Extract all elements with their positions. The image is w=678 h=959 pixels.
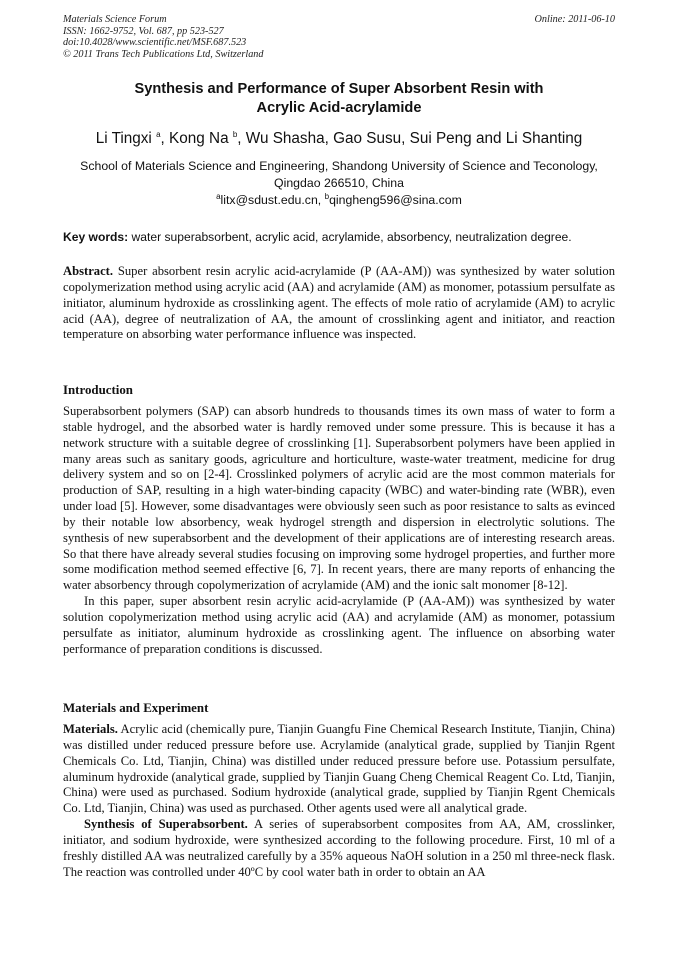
affiliation-line-1: School of Materials Science and Engineering, Shandong University of Science and Teconology, — [80, 159, 598, 173]
materials-text: Acrylic acid (chemically pure, Tianjin Guangfu Fine Chemical Research Institute, Tianjin, China) was distilled under reduced pressure before use. Acrylamide (analytical grade, supplied by Tianjin Rgent Chemicals Co. Ltd, Tianjin, China) was distilled under reduced pressure before use. Potassium persulfate, aluminum hydroxide (analytical grade, supplied by Tianjin Guang Cheng Chemical Reagent Co. Ltd, Tianjin, China) were used as purchased. Sodium hydroxide (analytical grade, supplied by Tianjin Rgent Chemicals Co. Ltd, Tianjin, China) was used as purchased. Other agents used were all analytical grade. — [63, 722, 615, 816]
email-b: qingheng596@sina.com — [329, 193, 462, 207]
author-1-sup: a — [156, 129, 161, 139]
materials-paragraph — [63, 722, 615, 817]
introduction-paragraph-2: In this paper, super absorbent resin acrylic acid-acrylamide (P (AA-AM)) was synthesized by water solution copolymerization method using acrylic acid (AA) and acrylamide (AM) as monomer, potassium persulfate as initiator, aluminum hydroxide as crosslinking agent. The influence on absorbing water performance of preparation conditions is discussed. — [63, 594, 615, 656]
affiliation — [40, 158, 638, 192]
materials-heading: Materials and Experiment — [63, 701, 209, 715]
paper-title — [40, 80, 638, 118]
author-emails — [40, 192, 638, 208]
abstract-label: Abstract. — [63, 264, 114, 278]
author-1-name: Li Tingxi — [95, 130, 152, 147]
journal-header — [63, 14, 615, 60]
synthesis-paragraph — [63, 817, 615, 880]
author-2-sup: b — [232, 129, 238, 139]
materials-label: Materials. — [63, 722, 118, 736]
issn-line: ISSN: 1662-9752, Vol. 687, pp 523-527 — [63, 25, 224, 37]
author-list — [40, 129, 638, 148]
synthesis-text: A series of superabsorbent composites from AA, AM, crosslinker, initiator, and sodium hydroxide, were synthesized according to the following procedure. First, 10 ml of a freshly distilled AA was neutralized carefully by a 35% aqueous NaOH solution in a 250 ml three-neck flask. The reaction was controlled under 40ºC by cool water bath in order to obtain an AA — [63, 817, 615, 879]
keywords — [63, 229, 615, 245]
doi-line: doi:10.4028/www.scientific.net/MSF.687.523 — [63, 37, 247, 48]
author-2-name: , Kong Na — [160, 130, 229, 147]
copyright-line: © 2011 Trans Tech Publications Ltd, Switzerland — [63, 48, 264, 60]
online-date: Online: 2011-06-10 — [534, 14, 615, 25]
email-a: litx@sdust.edu.cn, — [220, 193, 325, 207]
introduction-paragraph-1: Superabsorbent polymers (SAP) can absorb hundreds to thousands times its own mass of water to form a stable hydrogel, and the absorbed water is hardly removed under some pressure. This is because it has a network structure with a suitable degree of crosslinking [1]. Superabsorbent polymers have been applied in many areas such as sanitary goods, agriculture and horticulture, waste-water treatment, medicine for drug delivery system and so on [2-4]. Crosslinked polymers of acrylic acid are the most common materials for production of SAP, resulting in a high water-binding capacity (WBC) and water-binding rate (WBR), even under load [5]. However, some disadvantages were obviously seen such as poor resistance to salts as evinced by their notable low absorbency, weak hydrogel strength and dispersion in electrolytic solutions. The synthesis of new superabsorbent and the development of their applications are of interesting research areas. So that there have already several studies focusing on improving some hydrogel properties, and further more some modification method seemed effective [6, 7]. In recent years, there are many reports of enhancing the water absorbency through copolymerization of acrylamide (AM) and the ionic salt monomer [8-12]. — [63, 404, 615, 593]
keywords-label: Key words: — [63, 230, 129, 244]
introduction-heading: Introduction — [63, 383, 133, 397]
materials-section — [63, 722, 615, 880]
title-line-2: Acrylic Acid-acrylamide — [256, 100, 422, 116]
journal-name: Materials Science Forum — [63, 14, 167, 25]
keywords-text: water superabsorbent, acrylic acid, acrylamide, absorbency, neutralization degree. — [128, 230, 572, 244]
email-b-sup: b — [324, 191, 330, 201]
abstract — [63, 264, 615, 343]
introduction-section — [63, 404, 615, 658]
title-line-1: Synthesis and Performance of Super Absorbent Resin with — [134, 81, 544, 97]
abstract-paragraph — [63, 264, 615, 343]
synthesis-label: Synthesis of Superabsorbent. — [84, 817, 248, 832]
affiliation-line-2: Qingdao 266510, China — [274, 176, 404, 190]
authors-rest: , Wu Shasha, Gao Susu, Sui Peng and Li Shanting — [237, 130, 583, 147]
abstract-text: Super absorbent resin acrylic acid-acrylamide (P (AA-AM)) was synthesized by water solution copolymerization method using acrylic acid (AA) and acrylamide (AM) as monomer, potassium persulfate as initiator, aluminum hydroxide as crosslinking agent. The effects of mole ratio of acrylamide (AM) to acrylic acid (AA), degree of neutralization of AA, the amount of crosslinking agent and initiator, and reaction temperature on absorbing water performance influence was inspected. — [63, 264, 615, 342]
email-a-sup: a — [216, 191, 221, 201]
